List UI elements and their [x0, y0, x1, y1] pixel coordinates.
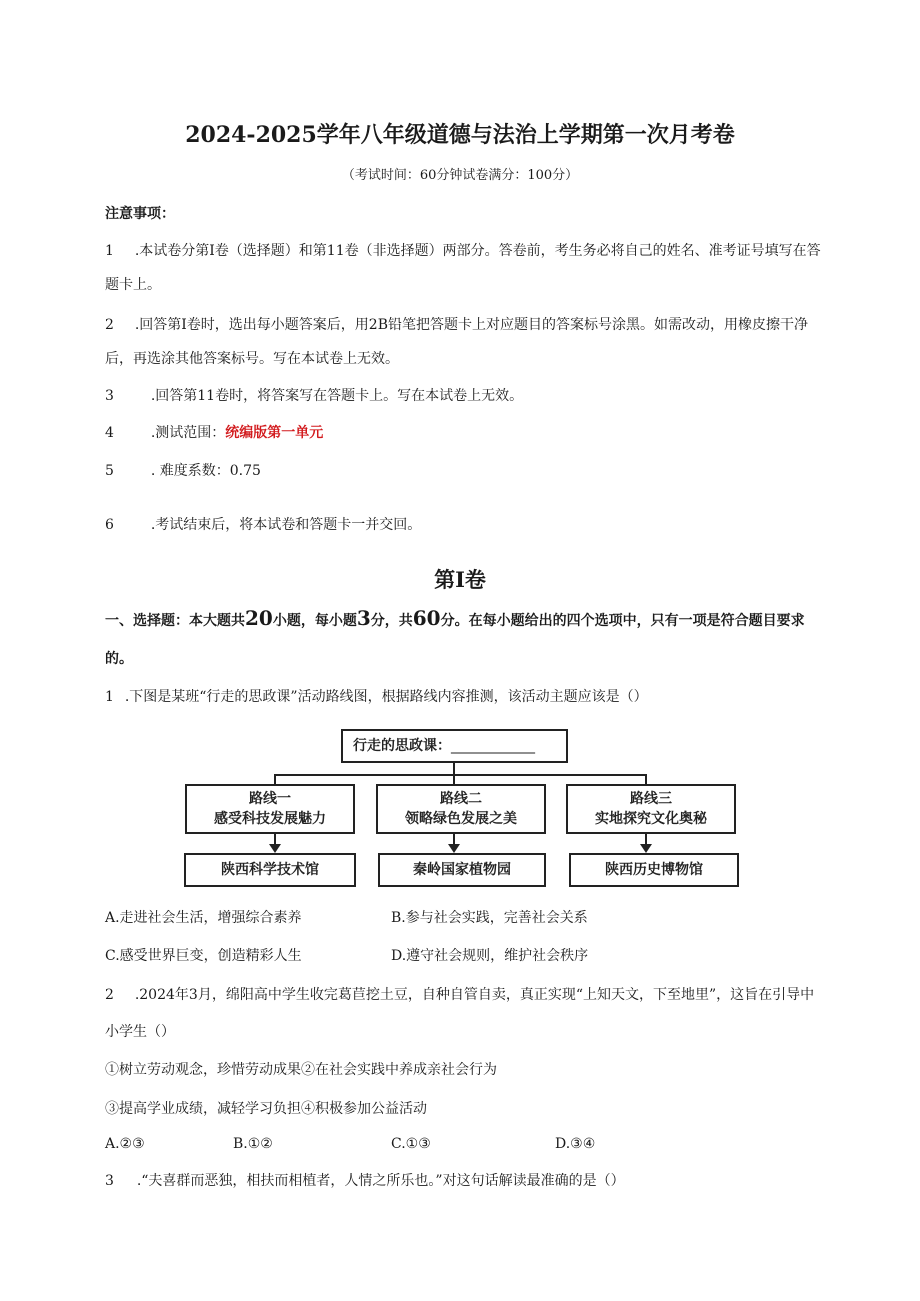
section-instruction-cont: 的。 — [105, 651, 133, 667]
instruction-text: 一、选择题：本大题共 — [105, 613, 245, 629]
question-number: 2 — [105, 987, 114, 1003]
question-count: 20 — [245, 606, 273, 630]
question-1-stem — [105, 686, 648, 706]
place-box-1: 陕西科学技术馆 — [184, 853, 356, 887]
notice-item-number: 2 — [105, 317, 114, 333]
q2-option-a: A.②③ — [105, 1136, 145, 1152]
route-desc: 领略绿色发展之美 — [405, 811, 517, 827]
notice-item-2 — [105, 314, 808, 334]
route-name: 路线三 — [630, 791, 672, 807]
q2-option-c: C.①③ — [391, 1136, 431, 1152]
question-text: .“夫喜群而恶独，相扶而相植者，人情之所乐也。”对这句话解读最准确的是（） — [136, 1173, 625, 1189]
notice-item-text: .考试结束后，将本试卷和答题卡一并交回。 — [150, 517, 422, 533]
arrow-down-icon — [448, 844, 460, 853]
place-box-2: 秦岭国家植物园 — [378, 853, 546, 887]
route-box-3 — [566, 784, 736, 834]
diagram-blank: ____________ — [451, 738, 535, 754]
q1-option-c: C.感受世界巨变，创造精彩人生 — [105, 948, 302, 964]
notice-item-text: . 难度系数：0.75 — [150, 463, 261, 479]
q2-option-b: B.①② — [233, 1136, 273, 1152]
place-box-3: 陕西历史博物馆 — [569, 853, 739, 887]
notice-item-number: 5 — [105, 463, 114, 479]
route-name: 路线一 — [249, 791, 291, 807]
arrow-down-icon — [640, 844, 652, 853]
notice-item-number: 3 — [105, 388, 114, 404]
notice-item-text: .回答第11卷时，将答案写在答题卡上。写在本试卷上无效。 — [150, 388, 524, 404]
total-points: 60 — [412, 606, 441, 630]
notice-item-4 — [105, 422, 323, 442]
q1-option-d: D.遵守社会规则，维护社会秩序 — [391, 948, 589, 964]
notice-item-number: 6 — [105, 517, 114, 533]
notice-item-text: .回答第Ⅰ卷时，选出每小题答案后，用2B铅笔把答题卡上对应题目的答案标号涂黑。如需改动，用橡皮擦干净 — [134, 317, 809, 333]
route-desc: 实地探究文化奥秘 — [595, 811, 707, 827]
diagram-title: 行走的思政课： — [353, 738, 451, 754]
question-2-stem-cont: 小学生（） — [105, 1024, 175, 1040]
question-2-stem — [105, 984, 814, 1004]
notice-item-number: 1 — [105, 243, 114, 259]
q1-option-a: A.走进社会生活，增强综合素养 — [105, 910, 302, 926]
route-name: 路线二 — [440, 791, 482, 807]
notice-item-text: .本试卷分第Ⅰ卷（选择题）和第11卷（非选择题）两部分。答卷前，考生务必将自己的姓名、准考证号填写在答 — [134, 243, 821, 259]
test-scope-highlight: 统编版第一单元 — [225, 425, 324, 441]
connector-line — [274, 774, 646, 776]
diagram-title-box — [341, 729, 568, 763]
notice-item-2-cont: 后，再选涂其他答案标号。写在本试卷上无效。 — [105, 351, 399, 367]
notice-item-1-cont: 题卡上。 — [105, 277, 161, 293]
question-text: .下图是某班“行走的思政课”活动路线图，根据路线内容推测，该活动主题应该是（） — [124, 689, 648, 705]
route-box-1 — [185, 784, 355, 834]
notice-item-5 — [105, 460, 261, 480]
route-desc: 感受科技发展魅力 — [214, 811, 326, 827]
instruction-text: 分，共 — [370, 613, 413, 629]
question-number: 1 — [105, 689, 114, 705]
route-box-2 — [376, 784, 546, 834]
notice-item-6 — [105, 514, 421, 534]
question-2-statements-1: ①树立劳动观念，珍惜劳动成果②在社会实践中养成亲社会行为 — [105, 1062, 497, 1078]
notice-heading: 注意事项： — [105, 206, 175, 222]
arrow-down-icon — [269, 844, 281, 853]
instruction-text: 小题，每小题 — [272, 613, 357, 629]
question-2-statements-2: ③提高学业成绩，减轻学习负担④积极参加公益活动 — [105, 1101, 427, 1117]
section-title: 第Ⅰ卷 — [434, 567, 486, 592]
question-3-stem — [105, 1170, 625, 1190]
q2-option-d: D.③④ — [555, 1136, 596, 1152]
q1-option-b: B.参与社会实践，完善社会关系 — [391, 910, 588, 926]
notice-item-1 — [105, 240, 821, 260]
exam-title: 2024-2025学年八年级道德与法治上学期第一次月考卷 — [185, 122, 735, 148]
exam-subtitle: （考试时间：60分钟试卷满分：100分） — [341, 168, 579, 183]
question-number: 3 — [105, 1173, 114, 1189]
section-instruction — [105, 606, 805, 630]
notice-item-3 — [105, 385, 523, 405]
route-diagram — [181, 729, 741, 891]
instruction-text: 分。在每小题给出的四个选项中，只有一项是符合题目要求 — [440, 613, 805, 629]
question-text: .2024年3月，绵阳高中学生收完葛苣挖土豆，自种自管自卖，真正实现“上知天文，下至地里”，这旨在引导中 — [134, 987, 815, 1003]
points-per-question: 3 — [356, 606, 371, 630]
notice-item-number: 4 — [105, 425, 114, 441]
notice-item-text: .测试范围： — [150, 425, 226, 441]
